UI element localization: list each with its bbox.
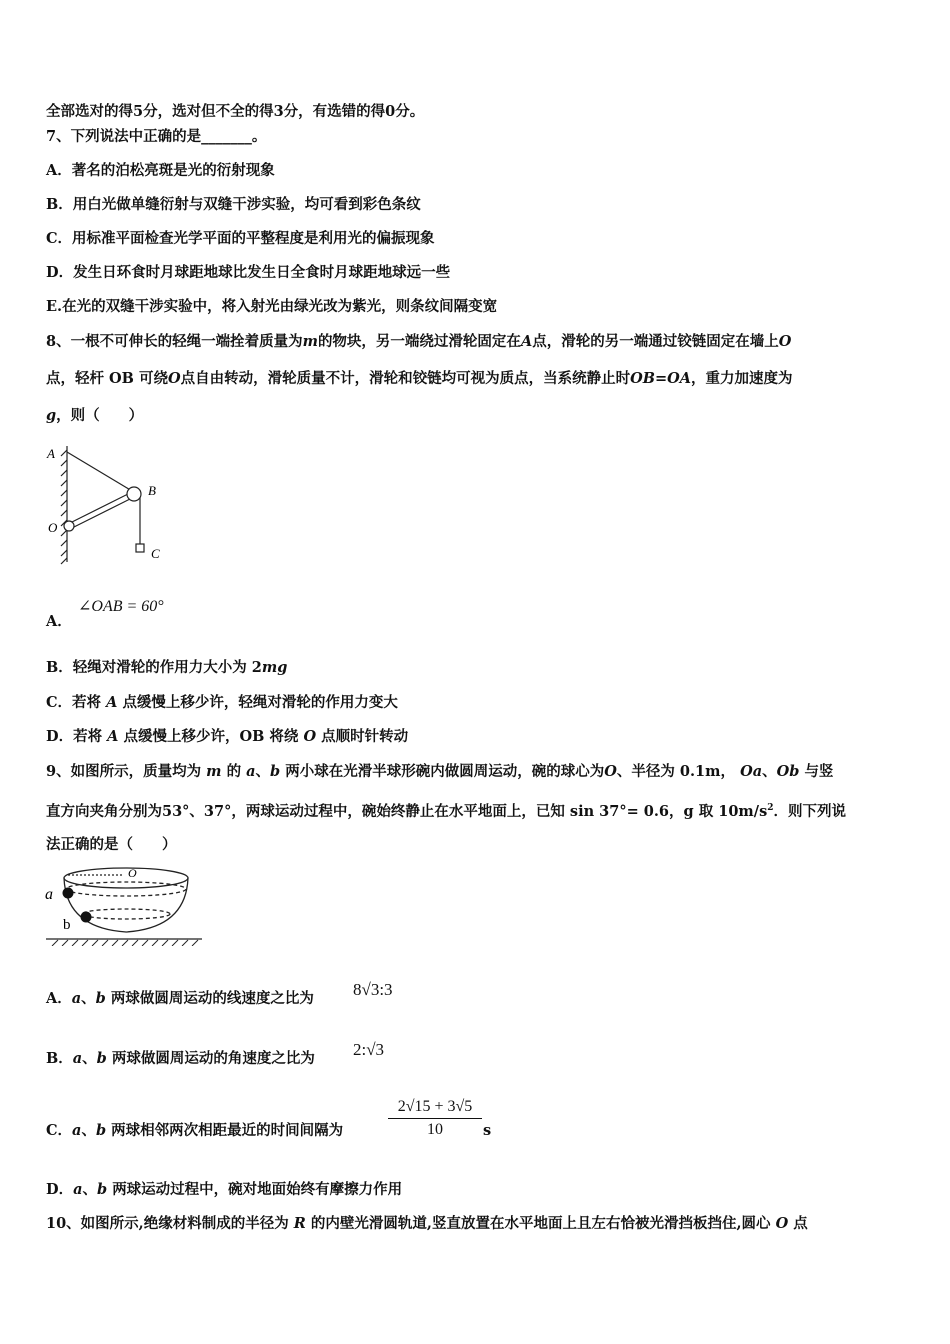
question-7-option-a: A．著名的泊松亮斑是光的衍射现象 xyxy=(46,162,275,179)
section-instructions: 全部选对的得5分，选对但不全的得3分，有选错的得0分。 xyxy=(46,103,425,120)
question-8-option-c: C．若将 A 点缓慢上移少许，轻绳对滑轮的作用力变大 xyxy=(46,694,398,711)
question-8-option-a-label: A． xyxy=(46,613,72,630)
fig8-label-o: O xyxy=(48,520,58,535)
question-8-option-d: D．若将 A 点缓慢上移少许，OB 将绕 O 点顺时针转动 xyxy=(46,728,409,745)
question-9-option-c-fraction xyxy=(388,1098,482,1139)
question-7-option-c: C．用标准平面检查光学平面的平整程度是利用光的偏振现象 xyxy=(46,230,435,247)
fraction-denominator: 10 xyxy=(427,1121,443,1138)
question-8-option-a-formula: ∠OAB = 60° xyxy=(78,598,164,615)
question-8-stem-line3: g，则（ ） xyxy=(46,407,144,424)
question-8-stem-line1: 8、一根不可伸长的轻绳一端拴着质量为m的物块，另一端绕过滑轮固定在A点，滑轮的另一端通过铰链固定在墙上O xyxy=(46,333,792,350)
fraction-numerator: 2√15 + 3√5 xyxy=(388,1098,482,1119)
question-7-option-e: E.在光的双缝干涉实验中，将入射光由绿光改为紫光，则条纹间隔变宽 xyxy=(46,298,498,315)
question-8-figure xyxy=(44,438,174,570)
question-9-stem-line3: 法正确的是（ ） xyxy=(46,836,177,853)
question-8-option-b: B．轻绳对滑轮的作用力大小为 2mg xyxy=(46,659,288,676)
question-7-option-d: D．发生日环食时月球距地球比发生日全食时月球距地球远一些 xyxy=(46,264,451,281)
fig9-label-b: b xyxy=(63,917,71,933)
question-7-stem: 7、下列说法中正确的是_______。 xyxy=(46,128,267,145)
question-9-option-b-ratio: 2:√3 xyxy=(353,1040,385,1059)
question-9-option-c: C．a、b 两球相邻两次相距最近的时间间隔为 xyxy=(46,1122,344,1139)
question-7-option-b: B．用白光做单缝衍射与双缝干涉实验，均可看到彩色条纹 xyxy=(46,196,421,213)
question-9-stem-line1: 9、如图所示，质量均为 m 的 a、b 两小球在光滑半球形碗内做圆周运动，碗的球心为O、半径为 0.1m， Oa、Ob 与竖 xyxy=(46,763,834,780)
question-9-option-b: B．a、b 两球做圆周运动的角速度之比为 xyxy=(46,1050,315,1067)
fig8-label-c: C xyxy=(151,546,160,561)
question-10-stem: 10、如图所示,绝缘材料制成的半径为 R 的内壁光滑圆轨道,竖直放置在水平地面上且左右恰被光滑挡板挡住,圆心 O 点 xyxy=(46,1215,808,1232)
question-8-stem-line2: 点，轻杆 OB 可绕O点自由转动，滑轮质量不计，滑轮和铰链均可视为质点，当系统静止时OB=OA，重力加速度为 xyxy=(46,370,793,387)
question-9-option-c-unit: s xyxy=(483,1122,492,1139)
question-9-option-a-ratio: 8√3:3 xyxy=(353,980,393,999)
question-9-option-d: D．a、b 两球运动过程中，碗对地面始终有摩擦力作用 xyxy=(46,1181,403,1198)
fig8-label-a: A xyxy=(47,446,55,461)
fig8-label-b: B xyxy=(148,483,156,498)
question-9-figure xyxy=(44,862,206,946)
fig9-label-a: a xyxy=(45,886,53,903)
question-9-stem-line2: 直方向夹角分别为53°、37°，两球运动过程中，碗始终静止在水平地面上，已知 sin 37°= 0.6，g 取 $10m/s^2$．则下列说 xyxy=(46,802,846,820)
question-9-option-a: A．a、b 两球做圆周运动的线速度之比为 xyxy=(46,990,314,1007)
fig9-label-o: O xyxy=(128,866,137,880)
